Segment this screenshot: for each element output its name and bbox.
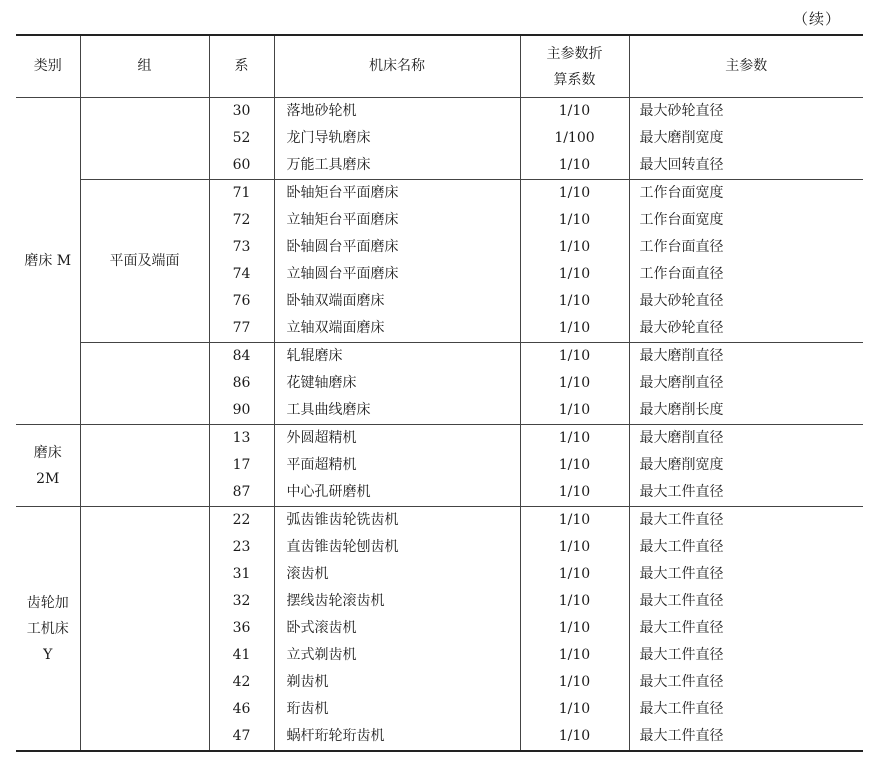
group-cell <box>80 507 209 752</box>
main-parameter: 最大工件直径 <box>629 642 863 669</box>
table-row <box>16 425 863 453</box>
machine-name: 直齿锥齿轮刨齿机 <box>274 534 520 561</box>
system-code: 72 <box>209 207 274 234</box>
main-parameter: 最大磨削宽度 <box>629 125 863 152</box>
header-factor-line1: 主参数折 <box>546 45 603 62</box>
machine-tool-table <box>16 34 863 752</box>
system-code: 23 <box>209 534 274 561</box>
machine-name: 卧轴圆台平面磨床 <box>274 234 520 261</box>
conversion-factor: 1/100 <box>520 125 629 152</box>
machine-name: 工具曲线磨床 <box>274 397 520 425</box>
machine-name: 滚齿机 <box>274 561 520 588</box>
category-label: 工机床 <box>26 620 69 637</box>
machine-name: 卧轴双端面磨床 <box>274 288 520 315</box>
machine-name: 蜗杆珩轮珩齿机 <box>274 723 520 751</box>
main-parameter: 最大工件直径 <box>629 588 863 615</box>
main-parameter: 最大工件直径 <box>629 534 863 561</box>
main-parameter: 最大磨削宽度 <box>629 452 863 479</box>
table-row <box>16 507 863 535</box>
main-parameter: 最大工件直径 <box>629 696 863 723</box>
system-code: 86 <box>209 370 274 397</box>
main-parameter: 最大工件直径 <box>629 507 863 535</box>
category-label: Y <box>43 646 53 663</box>
main-parameter: 最大磨削直径 <box>629 343 863 371</box>
main-parameter: 工作台面宽度 <box>629 207 863 234</box>
category-label: 2M <box>36 470 60 487</box>
header-category: 类别 <box>16 35 80 98</box>
table-row <box>16 180 863 208</box>
conversion-factor: 1/10 <box>520 261 629 288</box>
conversion-factor: 1/10 <box>520 669 629 696</box>
group-cell <box>80 343 209 425</box>
header-system: 系 <box>209 35 274 98</box>
conversion-factor: 1/10 <box>520 642 629 669</box>
group-cell: 平面及端面 <box>80 180 209 343</box>
system-code: 74 <box>209 261 274 288</box>
system-code: 47 <box>209 723 274 751</box>
conversion-factor: 1/10 <box>520 370 629 397</box>
system-code: 76 <box>209 288 274 315</box>
header-name: 机床名称 <box>274 35 520 98</box>
main-parameter: 工作台面宽度 <box>629 180 863 208</box>
conversion-factor: 1/10 <box>520 152 629 180</box>
system-code: 73 <box>209 234 274 261</box>
group-cell <box>80 98 209 180</box>
main-parameter: 最大砂轮直径 <box>629 288 863 315</box>
system-code: 17 <box>209 452 274 479</box>
machine-name: 立式剃齿机 <box>274 642 520 669</box>
system-code: 30 <box>209 98 274 126</box>
machine-name: 龙门导轨磨床 <box>274 125 520 152</box>
header-factor <box>520 35 629 98</box>
category-cell <box>16 98 80 425</box>
system-code: 90 <box>209 397 274 425</box>
conversion-factor: 1/10 <box>520 425 629 453</box>
system-code: 22 <box>209 507 274 535</box>
machine-name: 卧轴矩台平面磨床 <box>274 180 520 208</box>
main-parameter: 最大工件直径 <box>629 615 863 642</box>
conversion-factor: 1/10 <box>520 479 629 507</box>
conversion-factor: 1/10 <box>520 696 629 723</box>
conversion-factor: 1/10 <box>520 98 629 126</box>
table-row <box>16 343 863 371</box>
conversion-factor: 1/10 <box>520 507 629 535</box>
system-code: 41 <box>209 642 274 669</box>
machine-name: 立轴矩台平面磨床 <box>274 207 520 234</box>
machine-name: 外圆超精机 <box>274 425 520 453</box>
machine-name: 花键轴磨床 <box>274 370 520 397</box>
machine-name: 轧辊磨床 <box>274 343 520 371</box>
system-code: 42 <box>209 669 274 696</box>
system-code: 46 <box>209 696 274 723</box>
header-factor-line2: 算系数 <box>553 71 596 88</box>
main-parameter: 工作台面直径 <box>629 261 863 288</box>
main-parameter: 最大回转直径 <box>629 152 863 180</box>
system-code: 71 <box>209 180 274 208</box>
continued-label: （续） <box>792 10 841 28</box>
conversion-factor: 1/10 <box>520 180 629 208</box>
system-code: 52 <box>209 125 274 152</box>
category-label: 磨床 M <box>24 253 72 269</box>
machine-name: 弧齿锥齿轮铣齿机 <box>274 507 520 535</box>
machine-name: 剃齿机 <box>274 669 520 696</box>
main-parameter: 工作台面直径 <box>629 234 863 261</box>
group-cell <box>80 425 209 507</box>
header-main-param: 主参数 <box>629 35 863 98</box>
header-group: 组 <box>80 35 209 98</box>
main-parameter: 最大工件直径 <box>629 723 863 751</box>
system-code: 60 <box>209 152 274 180</box>
system-code: 13 <box>209 425 274 453</box>
main-parameter: 最大磨削直径 <box>629 370 863 397</box>
conversion-factor: 1/10 <box>520 723 629 751</box>
system-code: 84 <box>209 343 274 371</box>
main-parameter: 最大工件直径 <box>629 669 863 696</box>
conversion-factor: 1/10 <box>520 615 629 642</box>
conversion-factor: 1/10 <box>520 452 629 479</box>
category-label: 磨床 <box>33 444 62 461</box>
conversion-factor: 1/10 <box>520 561 629 588</box>
machine-name: 中心孔研磨机 <box>274 479 520 507</box>
main-parameter: 最大工件直径 <box>629 561 863 588</box>
conversion-factor: 1/10 <box>520 397 629 425</box>
conversion-factor: 1/10 <box>520 343 629 371</box>
machine-name: 珩齿机 <box>274 696 520 723</box>
machine-name: 万能工具磨床 <box>274 152 520 180</box>
table-header-row <box>16 35 863 98</box>
main-parameter: 最大工件直径 <box>629 479 863 507</box>
main-parameter: 最大砂轮直径 <box>629 315 863 343</box>
main-parameter: 最大磨削直径 <box>629 425 863 453</box>
system-code: 32 <box>209 588 274 615</box>
table-row <box>16 98 863 126</box>
conversion-factor: 1/10 <box>520 207 629 234</box>
machine-name: 平面超精机 <box>274 452 520 479</box>
conversion-factor: 1/10 <box>520 588 629 615</box>
main-parameter: 最大砂轮直径 <box>629 98 863 126</box>
category-cell <box>16 425 80 507</box>
conversion-factor: 1/10 <box>520 315 629 343</box>
system-code: 31 <box>209 561 274 588</box>
category-cell <box>16 507 80 752</box>
machine-name: 摆线齿轮滚齿机 <box>274 588 520 615</box>
main-parameter: 最大磨削长度 <box>629 397 863 425</box>
conversion-factor: 1/10 <box>520 288 629 315</box>
machine-name: 立轴双端面磨床 <box>274 315 520 343</box>
system-code: 77 <box>209 315 274 343</box>
conversion-factor: 1/10 <box>520 534 629 561</box>
machine-name: 卧式滚齿机 <box>274 615 520 642</box>
machine-name: 立轴圆台平面磨床 <box>274 261 520 288</box>
machine-name: 落地砂轮机 <box>274 98 520 126</box>
category-label: 齿轮加 <box>26 594 69 611</box>
conversion-factor: 1/10 <box>520 234 629 261</box>
system-code: 87 <box>209 479 274 507</box>
system-code: 36 <box>209 615 274 642</box>
